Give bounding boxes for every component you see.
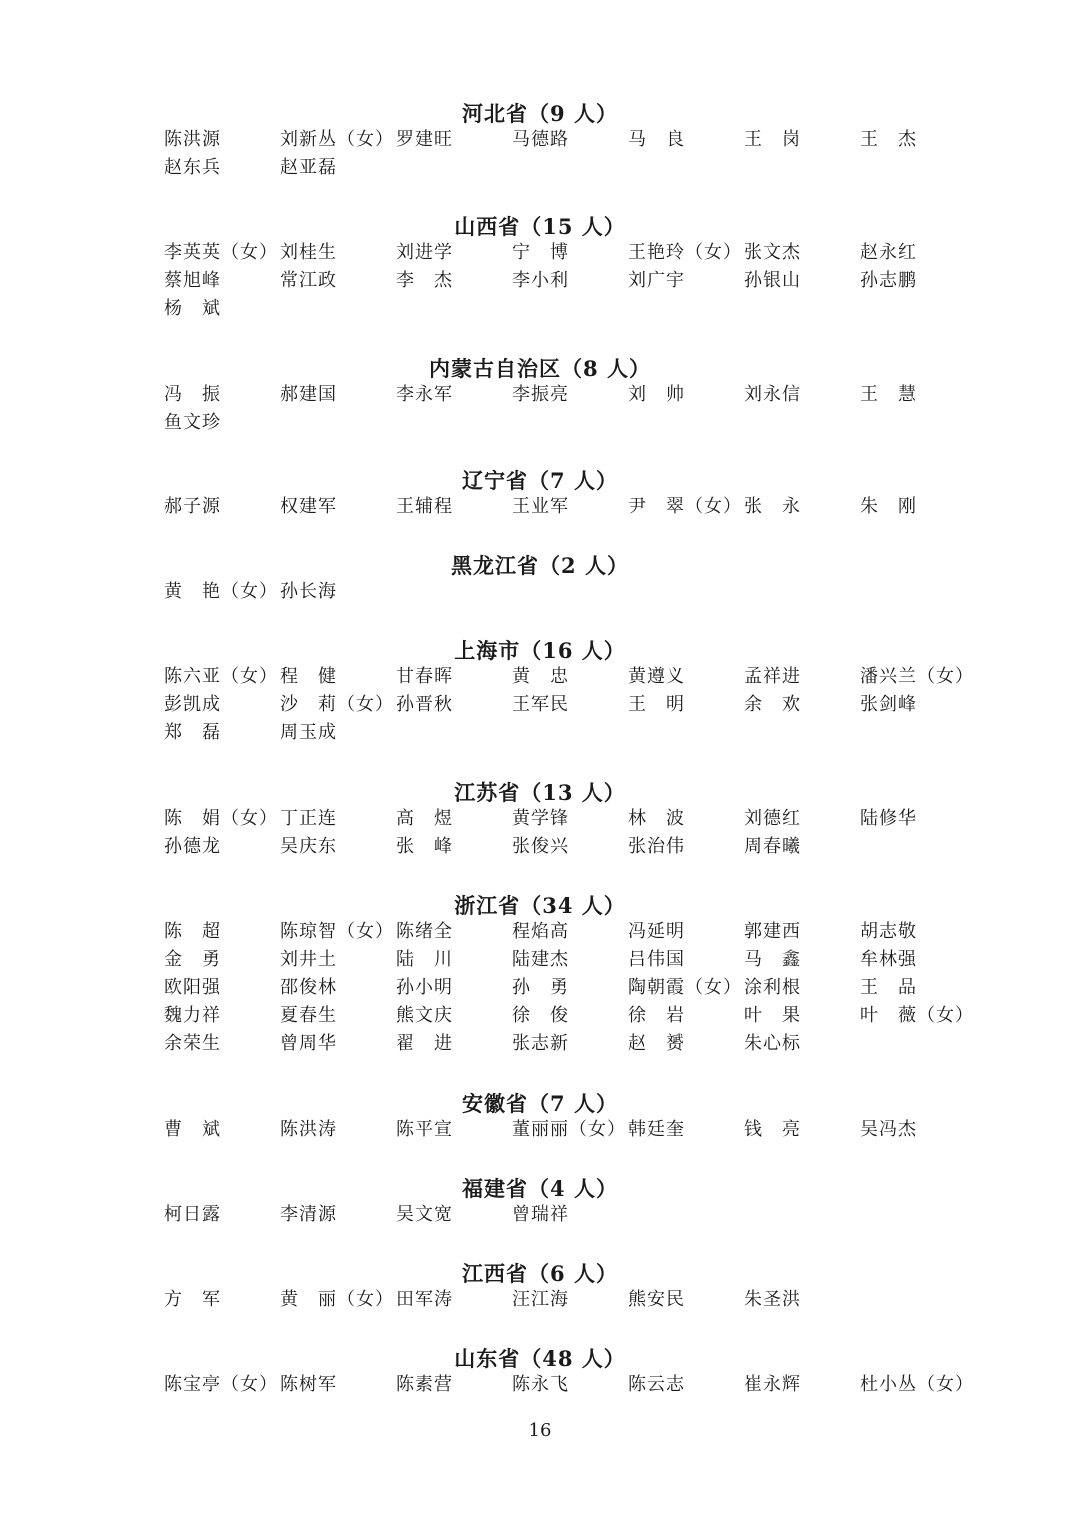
person-name: 常江政 [280, 270, 337, 291]
person-name: 陈洪源 [164, 129, 221, 150]
person-name: 陶朝霞（女） [628, 977, 742, 998]
person-name: 董丽丽（女） [512, 1119, 626, 1140]
person-name: 余荣生 [164, 1033, 221, 1054]
person-name: 叶 薇（女） [860, 1005, 974, 1026]
person-name: 李英英（女） [164, 242, 278, 263]
person-name: 鱼文珍 [164, 412, 221, 433]
person-name: 陈素营 [396, 1374, 453, 1395]
person-name: 张剑峰 [860, 694, 917, 715]
person-name: 张志新 [512, 1033, 569, 1054]
person-name: 邵俊林 [280, 977, 337, 998]
person-name: 周玉成 [280, 722, 337, 743]
person-name: 陈六亚（女） [164, 666, 278, 687]
person-name: 李振亮 [512, 384, 569, 405]
person-name: 孙德龙 [164, 836, 221, 857]
person-name: 王业军 [512, 496, 569, 517]
person-name: 潘兴兰（女） [860, 666, 974, 687]
person-name: 孟祥进 [744, 666, 801, 687]
person-name: 王军民 [512, 694, 569, 715]
person-name: 刘新丛（女） [280, 129, 394, 150]
person-name: 丁正连 [280, 808, 337, 829]
person-name: 李永军 [396, 384, 453, 405]
person-name: 黄遵义 [628, 666, 685, 687]
person-name: 孙志鹏 [860, 270, 917, 291]
person-name: 方 军 [164, 1289, 221, 1310]
person-name: 程 健 [280, 666, 337, 687]
person-name: 黄 丽（女） [280, 1289, 394, 1310]
person-name: 冯 振 [164, 384, 221, 405]
person-name: 张治伟 [628, 836, 685, 857]
person-name: 陈树军 [280, 1374, 337, 1395]
person-name: 吕伟国 [628, 949, 685, 970]
person-name: 徐 岩 [628, 1005, 685, 1026]
person-name: 张俊兴 [512, 836, 569, 857]
person-name: 朱圣洪 [744, 1289, 801, 1310]
section-title: 浙江省（34 人） [454, 893, 626, 918]
person-name: 蔡旭峰 [164, 270, 221, 291]
page-number: 16 [528, 1420, 552, 1441]
person-name: 陈绪全 [396, 921, 453, 942]
person-name: 韩廷奎 [628, 1119, 685, 1140]
person-name: 刘德红 [744, 808, 801, 829]
person-name: 崔永辉 [744, 1374, 801, 1395]
person-name: 甘春晖 [396, 666, 453, 687]
person-name: 杨 斌 [164, 298, 221, 319]
person-name: 吴庆东 [280, 836, 337, 857]
person-name: 陈琼智（女） [280, 921, 394, 942]
person-name: 柯日露 [164, 1204, 221, 1225]
person-name: 汪江海 [512, 1289, 569, 1310]
person-name: 刘桂生 [280, 242, 337, 263]
person-name: 郝子源 [164, 496, 221, 517]
person-name: 赵 赟 [628, 1033, 685, 1054]
person-name: 涂利根 [744, 977, 801, 998]
section-title: 山东省（48 人） [454, 1346, 626, 1371]
person-name: 沙 莉（女） [280, 694, 394, 715]
person-name: 牟林强 [860, 949, 917, 970]
person-name: 王 杰 [860, 129, 917, 150]
person-name: 王 品 [860, 977, 917, 998]
person-name: 陈平宣 [396, 1119, 453, 1140]
person-name: 张 峰 [396, 836, 453, 857]
person-name: 周春曦 [744, 836, 801, 857]
section-title: 山西省（15 人） [454, 214, 626, 239]
person-name: 孙银山 [744, 270, 801, 291]
person-name: 郝建国 [280, 384, 337, 405]
person-name: 吴冯杰 [860, 1119, 917, 1140]
person-name: 张 永 [744, 496, 801, 517]
person-name: 王 明 [628, 694, 685, 715]
person-name: 翟 进 [396, 1033, 453, 1054]
person-name: 郭建西 [744, 921, 801, 942]
person-name: 朱 刚 [860, 496, 917, 517]
person-name: 陈云志 [628, 1374, 685, 1395]
person-name: 王艳玲（女） [628, 242, 742, 263]
section-title: 江西省（6 人） [462, 1261, 618, 1286]
person-name: 刘井土 [280, 949, 337, 970]
person-name: 朱心标 [744, 1033, 801, 1054]
person-name: 曹 斌 [164, 1119, 221, 1140]
person-name: 陆修华 [860, 808, 917, 829]
person-name: 郑 磊 [164, 722, 221, 743]
person-name: 孙长海 [280, 581, 337, 602]
section-title: 黑龙江省（2 人） [451, 553, 629, 578]
person-name: 杜小丛（女） [860, 1374, 974, 1395]
person-name: 钱 亮 [744, 1119, 801, 1140]
person-name: 林 波 [628, 808, 685, 829]
person-name: 孙小明 [396, 977, 453, 998]
person-name: 李清源 [280, 1204, 337, 1225]
person-name: 宁 博 [512, 242, 569, 263]
section-title: 江苏省（13 人） [454, 780, 626, 805]
person-name: 陆 川 [396, 949, 453, 970]
person-name: 田军涛 [396, 1289, 453, 1310]
person-name: 黄 艳（女） [164, 581, 278, 602]
person-name: 陈 超 [164, 921, 221, 942]
section-title: 安徽省（7 人） [462, 1091, 618, 1116]
person-name: 赵永红 [860, 242, 917, 263]
person-name: 尹 翠（女） [628, 496, 742, 517]
person-name: 李小利 [512, 270, 569, 291]
person-name: 刘进学 [396, 242, 453, 263]
person-name: 陈 娟（女） [164, 808, 278, 829]
section-title: 内蒙古自治区（8 人） [429, 356, 651, 381]
section-title: 福建省（4 人） [462, 1176, 618, 1201]
person-name: 马德路 [512, 129, 569, 150]
person-name: 陈宝亭（女） [164, 1374, 278, 1395]
person-name: 徐 俊 [512, 1005, 569, 1026]
person-name: 曾瑞祥 [512, 1204, 569, 1225]
person-name: 金 勇 [164, 949, 221, 970]
person-name: 高 煜 [396, 808, 453, 829]
person-name: 权建军 [280, 496, 337, 517]
section-title: 上海市（16 人） [454, 638, 626, 663]
person-name: 马 鑫 [744, 949, 801, 970]
person-name: 罗建旺 [396, 129, 453, 150]
person-name: 魏力祥 [164, 1005, 221, 1026]
person-name: 孙 勇 [512, 977, 569, 998]
person-name: 刘永信 [744, 384, 801, 405]
person-name: 王 慧 [860, 384, 917, 405]
person-name: 陆建杰 [512, 949, 569, 970]
person-name: 曾周华 [280, 1033, 337, 1054]
person-name: 熊安民 [628, 1289, 685, 1310]
person-name: 赵东兵 [164, 157, 221, 178]
section-title: 辽宁省（7 人） [462, 468, 618, 493]
person-name: 冯延明 [628, 921, 685, 942]
person-name: 马 良 [628, 129, 685, 150]
person-name: 吴文宽 [396, 1204, 453, 1225]
person-name: 王 岗 [744, 129, 801, 150]
person-name: 欧阳强 [164, 977, 221, 998]
person-name: 夏春生 [280, 1005, 337, 1026]
person-name: 李 杰 [396, 270, 453, 291]
section-title: 河北省（9 人） [462, 101, 618, 126]
person-name: 刘 帅 [628, 384, 685, 405]
person-name: 王辅程 [396, 496, 453, 517]
person-name: 程焰高 [512, 921, 569, 942]
person-name: 陈洪涛 [280, 1119, 337, 1140]
person-name: 余 欢 [744, 694, 801, 715]
person-name: 熊文庆 [396, 1005, 453, 1026]
person-name: 刘广宇 [628, 270, 685, 291]
person-name: 张文杰 [744, 242, 801, 263]
person-name: 黄 忠 [512, 666, 569, 687]
person-name: 赵亚磊 [280, 157, 337, 178]
person-name: 胡志敬 [860, 921, 917, 942]
person-name: 叶 果 [744, 1005, 801, 1026]
person-name: 黄学锋 [512, 808, 569, 829]
person-name: 孙晋秋 [396, 694, 453, 715]
person-name: 彭凯成 [164, 694, 221, 715]
person-name: 陈永飞 [512, 1374, 569, 1395]
